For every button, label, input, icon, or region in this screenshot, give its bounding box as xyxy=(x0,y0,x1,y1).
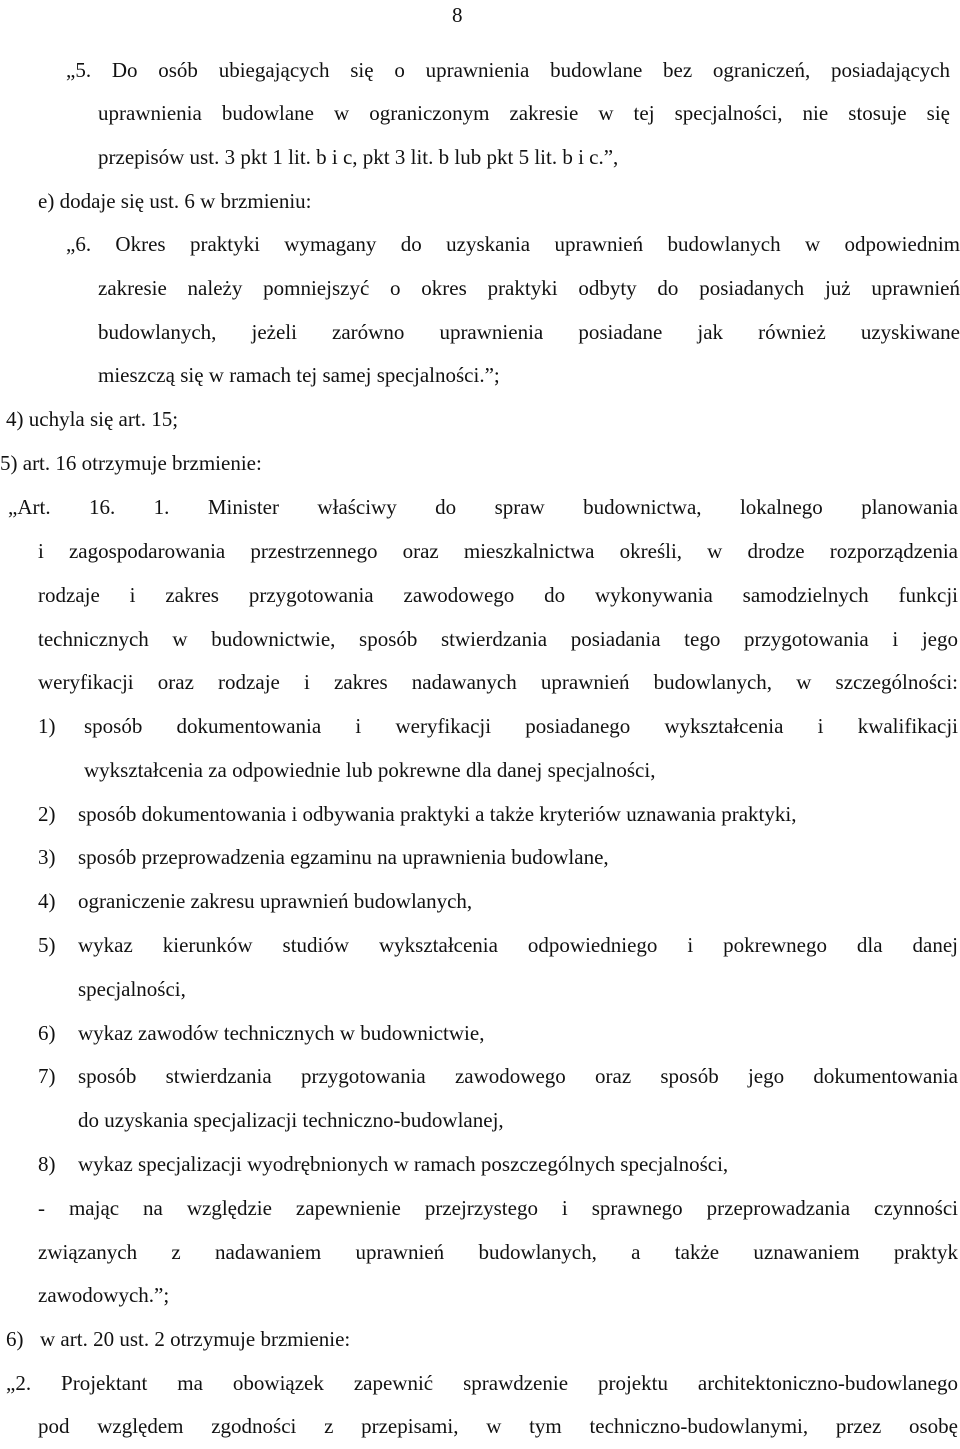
art16-line-4: technicznych w budownictwie, sposób stwierdzania posiadania tego przygotowania i jego xyxy=(38,627,958,651)
paragraph-6-line-3: budowlanych, jeżeli zarówno uprawnienia posiadane jak również uzyskiwane xyxy=(98,320,960,344)
list-num-5: 5) xyxy=(38,933,56,957)
closing-line-1: - mając na względzie zapewnienie przejrzystego i sprawnego przeprowadzania czynności xyxy=(38,1196,958,1220)
closing-line-2: związanych z nadawaniem uprawnień budowlanych, a także uznawaniem praktyk xyxy=(38,1240,958,1264)
list-item-6: wykaz zawodów technicznych w budownictwie, xyxy=(78,1021,485,1045)
item-4: 4) uchyla się art. 15; xyxy=(6,407,179,431)
list-num-2: 2) xyxy=(38,802,56,826)
list-item-1-line-1: sposób dokumentowania i weryfikacji posiadanego wykształcenia i kwalifikacji xyxy=(84,714,958,738)
list-item-7-line-1: sposób stwierdzania przygotowania zawodowego oraz sposób jego dokumentowania xyxy=(78,1064,958,1088)
list-num-6: 6) xyxy=(38,1021,56,1045)
closing-line-3: zawodowych.”; xyxy=(38,1283,170,1307)
item-6: w art. 20 ust. 2 otrzymuje brzmienie: xyxy=(40,1327,351,1351)
page-number: 8 xyxy=(452,3,463,27)
paragraph-5-line-1: „5. Do osób ubiegających się o uprawnienia budowlane bez ograniczeń, posiadających xyxy=(66,58,950,82)
paragraph-5-line-2: uprawnienia budowlane w ograniczonym zakresie w tej specjalności, nie stosuje się xyxy=(98,101,950,125)
paragraph-2-line-1: „2. Projektant ma obowiązek zapewnić sprawdzenie projektu architektoniczno-budowlanego xyxy=(6,1371,958,1395)
list-item-1-line-2: wykształcenia za odpowiednie lub pokrewne dla danej specjalności, xyxy=(84,758,656,782)
list-num-8: 8) xyxy=(38,1152,56,1176)
list-item-5-line-2: specjalności, xyxy=(78,977,186,1001)
list-num-7: 7) xyxy=(38,1064,56,1088)
paragraph-6-line-1: „6. Okres praktyki wymagany do uzyskania uprawnień budowlanych w odpowiednim xyxy=(66,232,960,256)
list-item-5-line-1: wykaz kierunków studiów wykształcenia odpowiedniego i pokrewnego dla danej xyxy=(78,933,958,957)
art16-line-2: i zagospodarowania przestrzennego oraz mieszkalnictwa określi, w drodze rozporządzenia xyxy=(38,539,958,563)
list-num-3: 3) xyxy=(38,845,56,869)
point-e: e) dodaje się ust. 6 w brzmieniu: xyxy=(38,189,312,213)
list-item-4: ograniczenie zakresu uprawnień budowlanych, xyxy=(78,889,473,913)
paragraph-5-line-3: przepisów ust. 3 pkt 1 lit. b i c, pkt 3 lit. b lub pkt 5 lit. b i c.”, xyxy=(98,145,619,169)
list-item-8: wykaz specjalizacji wyodrębnionych w ramach poszczególnych specjalności, xyxy=(78,1152,729,1176)
list-item-3: sposób przeprowadzenia egzaminu na uprawnienia budowlane, xyxy=(78,845,609,869)
list-item-2: sposób dokumentowania i odbywania praktyki a także kryteriów uznawania praktyki, xyxy=(78,802,797,826)
item-5: 5) art. 16 otrzymuje brzmienie: xyxy=(0,451,262,475)
item-6-num: 6) xyxy=(6,1327,24,1351)
list-item-7-line-2: do uzyskania specjalizacji techniczno-budowlanej, xyxy=(78,1108,504,1132)
art16-line-1: „Art. 16. 1. Minister właściwy do spraw budownictwa, lokalnego planowania xyxy=(8,495,958,519)
paragraph-2-line-2: pod względem zgodności z przepisami, w tym techniczno-budowlanymi, przez osobę xyxy=(38,1414,958,1438)
list-num-4: 4) xyxy=(38,889,56,913)
art16-line-3: rodzaje i zakres przygotowania zawodowego do wykonywania samodzielnych funkcji xyxy=(38,583,958,607)
paragraph-6-line-2: zakresie należy pomniejszyć o okres praktyki odbyty do posiadanych już uprawnień xyxy=(98,276,960,300)
list-num-1: 1) xyxy=(38,714,56,738)
art16-line-5: weryfikacji oraz rodzaje i zakres nadawanych uprawnień budowlanych, w szczególności: xyxy=(38,670,958,694)
paragraph-6-line-4: mieszczą się w ramach tej samej specjalności.”; xyxy=(98,363,500,387)
